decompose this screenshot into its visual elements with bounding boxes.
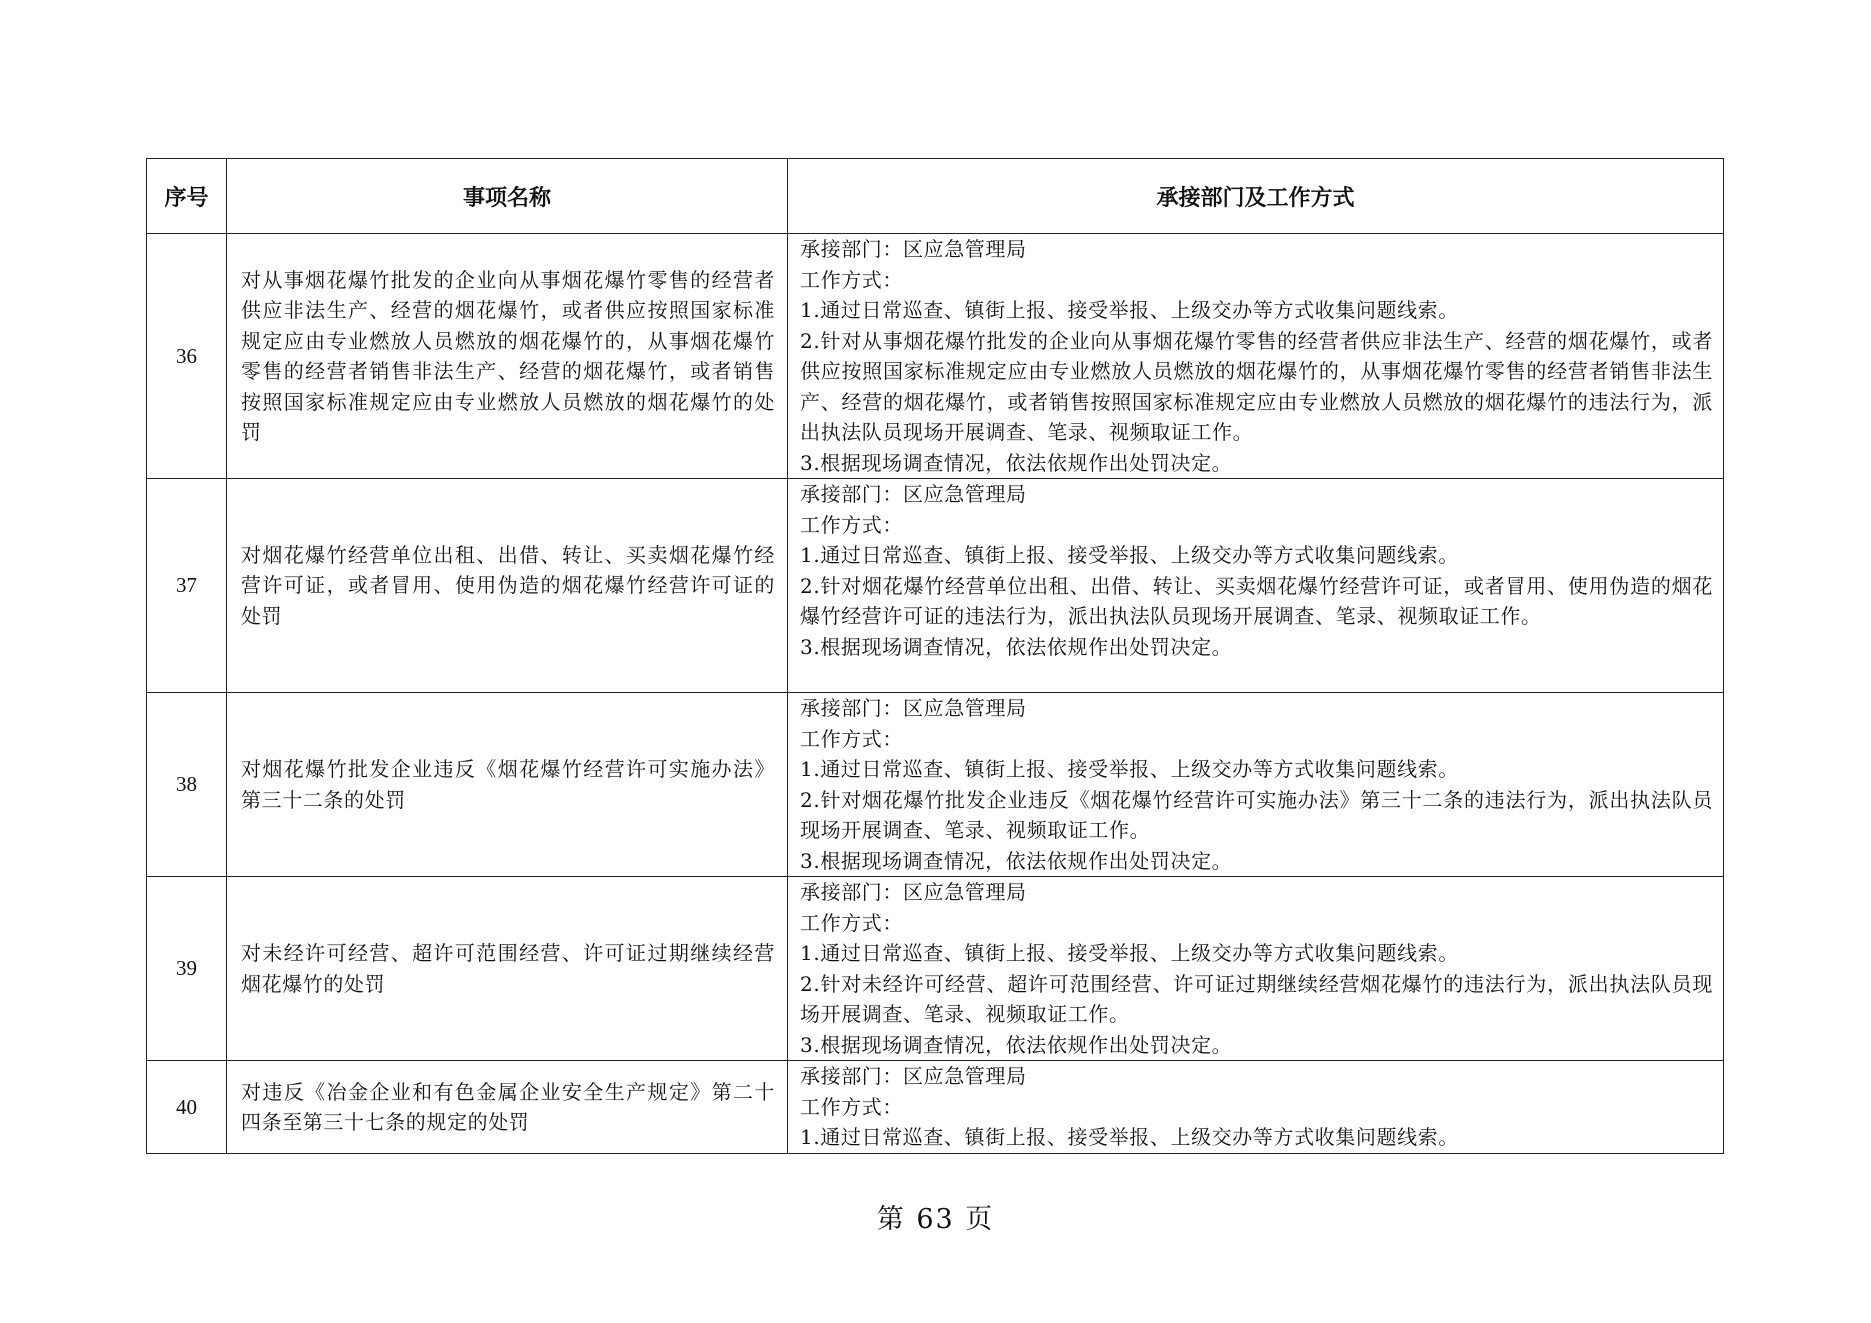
method-step-3: 3.根据现场调查情况，依法依规作出处罚决定。 (800, 848, 1233, 873)
header-serial-number: 序号 (147, 159, 227, 234)
row-serial-number: 36 (147, 234, 227, 479)
row-item-name: 对未经许可经营、超许可范围经营、许可证过期继续经营烟花爆竹的处罚 (227, 877, 788, 1061)
table-header-row (147, 159, 1724, 234)
method-step-2: 2.针对未经许可经营、超许可范围经营、许可证过期继续经营烟花爆竹的违法行为，派出执法队员现场开展调查、笔录、视频取证工作。 (800, 971, 1713, 1026)
method-step-1: 1.通过日常巡查、镇街上报、接受举报、上级交办等方式收集问题线索。 (800, 298, 1459, 322)
header-item-name: 事项名称 (227, 159, 788, 234)
row-department-method (788, 1061, 1724, 1154)
method-step-3: 3.根据现场调查情况，依法依规作出处罚决定。 (800, 634, 1233, 659)
row-serial-number: 38 (147, 693, 227, 877)
method-step-3: 3.根据现场调查情况，依法依规作出处罚决定。 (800, 1032, 1233, 1057)
method-step-1: 1.通过日常巡查、镇街上报、接受举报、上级交办等方式收集问题线索。 (800, 757, 1459, 781)
method-label: 工作方式： (800, 267, 903, 292)
table-row (147, 877, 1724, 1061)
row-serial-number: 39 (147, 877, 227, 1061)
table-row (147, 479, 1724, 693)
method-label: 工作方式： (800, 910, 903, 935)
row-item-name: 对烟花爆竹经营单位出租、出借、转让、买卖烟花爆竹经营许可证，或者冒用、使用伪造的烟花爆竹经营许可证的处罚 (227, 479, 788, 693)
method-label: 工作方式： (800, 1094, 903, 1119)
method-label: 工作方式： (800, 512, 903, 537)
method-step-2: 2.针对烟花爆竹批发企业违反《烟花爆竹经营许可实施办法》第三十二条的违法行为，派出执法队员现场开展调查、笔录、视频取证工作。 (800, 787, 1713, 842)
header-department-method: 承接部门及工作方式 (788, 159, 1724, 234)
table-row (147, 1061, 1724, 1154)
row-department-method (788, 234, 1724, 479)
dept-line: 承接部门：区应急管理局 (800, 880, 1027, 904)
row-item-name: 对违反《冶金企业和有色金属企业安全生产规定》第二十四条至第三十七条的规定的处罚 (227, 1061, 788, 1154)
page-number: 第 63 页 (876, 1204, 995, 1235)
method-step-2: 2.针对从事烟花爆竹批发的企业向从事烟花爆竹零售的经营者供应非法生产、经营的烟花爆竹，或者供应按照国家标准规定应由专业燃放人员燃放的烟花爆竹的，从事烟花爆竹零售的经营者销售非法生产、经营的烟花爆竹，或者销售按照国家标准规定应由专业燃放人员燃放的烟花爆竹的违法行为，派出执法队员现场开展调查、笔录、视频取证工作。 (800, 328, 1713, 444)
row-serial-number: 40 (147, 1061, 227, 1154)
table-row (147, 234, 1724, 479)
row-department-method (788, 479, 1724, 693)
dept-line: 承接部门：区应急管理局 (800, 1064, 1027, 1088)
method-step-3: 3.根据现场调查情况，依法依规作出处罚决定。 (800, 450, 1233, 475)
row-department-method (788, 693, 1724, 877)
row-item-name: 对烟花爆竹批发企业违反《烟花爆竹经营许可实施办法》第三十二条的处罚 (227, 693, 788, 877)
row-item-name: 对从事烟花爆竹批发的企业向从事烟花爆竹零售的经营者供应非法生产、经营的烟花爆竹，或者供应按照国家标准规定应由专业燃放人员燃放的烟花爆竹的，从事烟花爆竹零售的经营者销售非法生产、经营的烟花爆竹，或者销售按照国家标准规定应由专业燃放人员燃放的烟花爆竹的处罚 (227, 234, 788, 479)
method-step-1: 1.通过日常巡查、镇街上报、接受举报、上级交办等方式收集问题线索。 (800, 1125, 1459, 1149)
method-step-1: 1.通过日常巡查、镇街上报、接受举报、上级交办等方式收集问题线索。 (800, 941, 1459, 965)
items-table (146, 158, 1724, 1154)
dept-line: 承接部门：区应急管理局 (800, 237, 1027, 261)
row-serial-number: 37 (147, 479, 227, 693)
method-step-2: 2.针对烟花爆竹经营单位出租、出借、转让、买卖烟花爆竹经营许可证，或者冒用、使用伪造的烟花爆竹经营许可证的违法行为，派出执法队员现场开展调查、笔录、视频取证工作。 (800, 573, 1713, 628)
dept-line: 承接部门：区应急管理局 (800, 696, 1027, 720)
dept-line: 承接部门：区应急管理局 (800, 482, 1027, 506)
table-row (147, 693, 1724, 877)
row-department-method (788, 877, 1724, 1061)
method-label: 工作方式： (800, 726, 903, 751)
method-step-1: 1.通过日常巡查、镇街上报、接受举报、上级交办等方式收集问题线索。 (800, 543, 1459, 567)
